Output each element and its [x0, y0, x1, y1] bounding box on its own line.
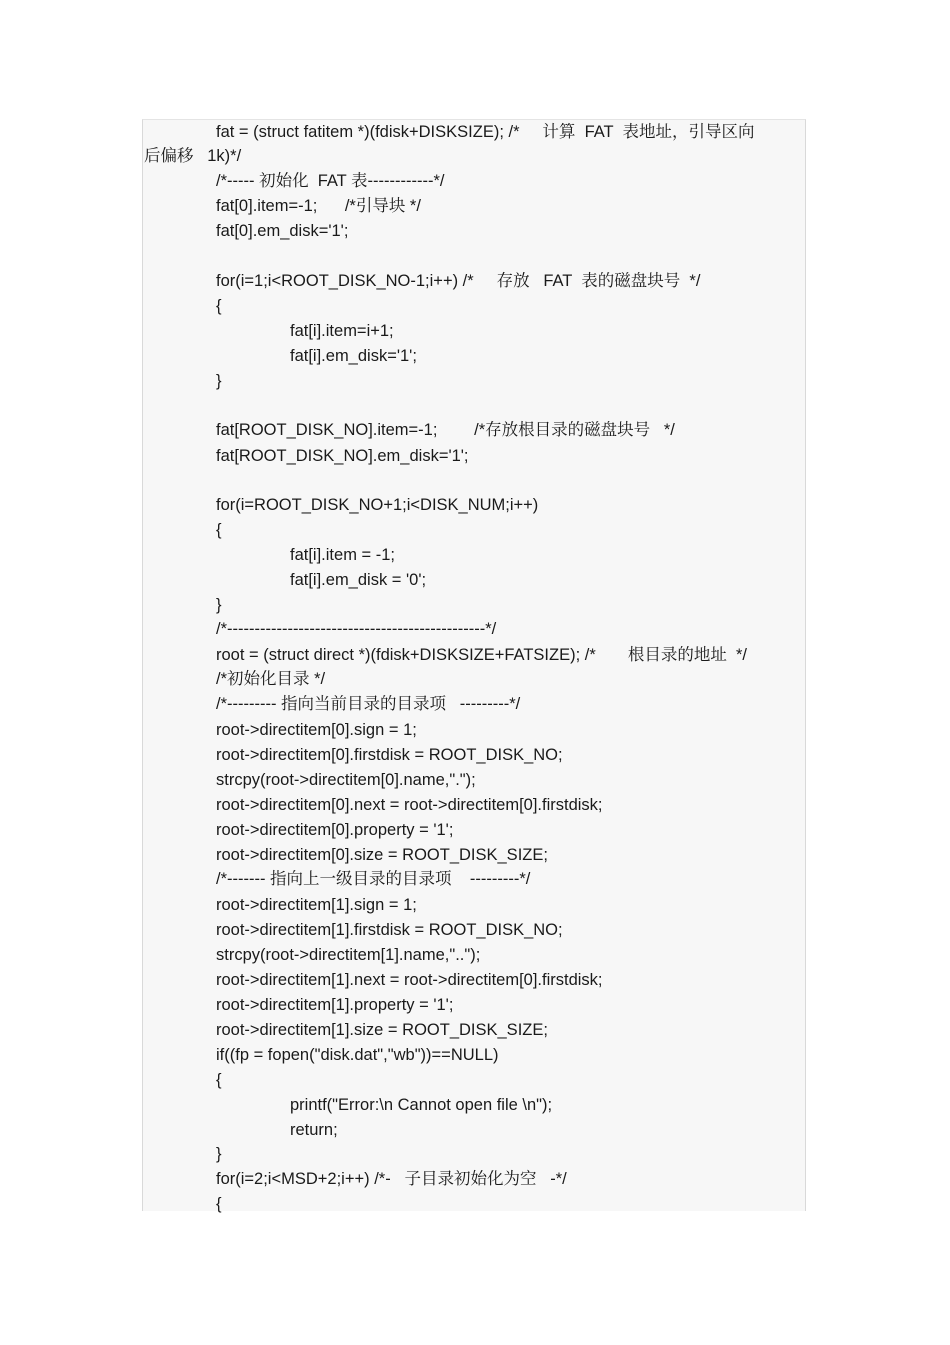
code-line: root = (struct direct *)(fdisk+DISKSIZE+FATSIZE); /* 根目录的地址 */ — [216, 646, 748, 664]
code-listing — [142, 119, 806, 1211]
code-line: } — [216, 372, 222, 390]
code-line: strcpy(root->directitem[0].name,"."); — [216, 771, 476, 789]
code-line: root->directitem[0].firstdisk = ROOT_DISK_NO; — [216, 746, 563, 764]
code-line: /*----- 初始化 FAT 表------------*/ — [216, 172, 445, 190]
code-line: strcpy(root->directitem[1].name,".."); — [216, 946, 481, 964]
code-line: fat[0].item=-1; /*引导块 */ — [216, 197, 421, 215]
code-line: 后偏移 1k)*/ — [144, 147, 242, 165]
code-line: root->directitem[1].size = ROOT_DISK_SIZE; — [216, 1021, 548, 1039]
code-line: fat[0].em_disk='1'; — [216, 222, 349, 240]
code-line: { — [216, 521, 222, 539]
code-line: fat[ROOT_DISK_NO].item=-1; /*存放根目录的磁盘块号 */ — [216, 421, 675, 439]
code-line: fat = (struct fatitem *)(fdisk+DISKSIZE); /* 计算 FAT 表地址，引导区向 — [216, 123, 755, 141]
code-line: printf("Error:\n Cannot open file \n"); — [290, 1096, 553, 1114]
code-line: root->directitem[0].sign = 1; — [216, 721, 417, 739]
code-line: root->directitem[0].next = root->directitem[0].firstdisk; — [216, 796, 603, 814]
code-line: root->directitem[1].property = '1'; — [216, 996, 454, 1014]
code-line: } — [216, 596, 222, 614]
code-line: if((fp = fopen("disk.dat","wb"))==NULL) — [216, 1046, 499, 1064]
code-line: for(i=2;i<MSD+2;i++) /*- 子目录初始化为空 -*/ — [216, 1170, 567, 1188]
code-line: /*------- 指向上一级目录的目录项 ---------*/ — [216, 870, 531, 888]
code-line: root->directitem[1].sign = 1; — [216, 896, 417, 914]
code-line: return; — [290, 1121, 338, 1139]
code-line: } — [216, 1145, 222, 1163]
code-line: root->directitem[1].next = root->directitem[0].firstdisk; — [216, 971, 603, 989]
code-line: { — [216, 1195, 222, 1213]
code-line: fat[i].item = -1; — [290, 546, 395, 564]
code-line: { — [216, 297, 222, 315]
code-line: fat[ROOT_DISK_NO].em_disk='1'; — [216, 447, 469, 465]
code-line: /*初始化目录 */ — [216, 670, 326, 688]
code-line: for(i=ROOT_DISK_NO+1;i<DISK_NUM;i++) — [216, 496, 539, 514]
code-line: root->directitem[0].size = ROOT_DISK_SIZE; — [216, 846, 548, 864]
code-line: for(i=1;i<ROOT_DISK_NO-1;i++) /* 存放 FAT 表的磁盘块号 */ — [216, 272, 701, 290]
code-line: root->directitem[1].firstdisk = ROOT_DISK_NO; — [216, 921, 563, 939]
code-line: { — [216, 1071, 222, 1089]
code-line: fat[i].item=i+1; — [290, 322, 394, 340]
code-line: /*-----------------------------------------------*/ — [216, 620, 497, 638]
code-line: root->directitem[0].property = '1'; — [216, 821, 454, 839]
code-line: fat[i].em_disk='1'; — [290, 347, 417, 365]
code-line: /*--------- 指向当前目录的目录项 ---------*/ — [216, 695, 521, 713]
code-line: fat[i].em_disk = '0'; — [290, 571, 427, 589]
